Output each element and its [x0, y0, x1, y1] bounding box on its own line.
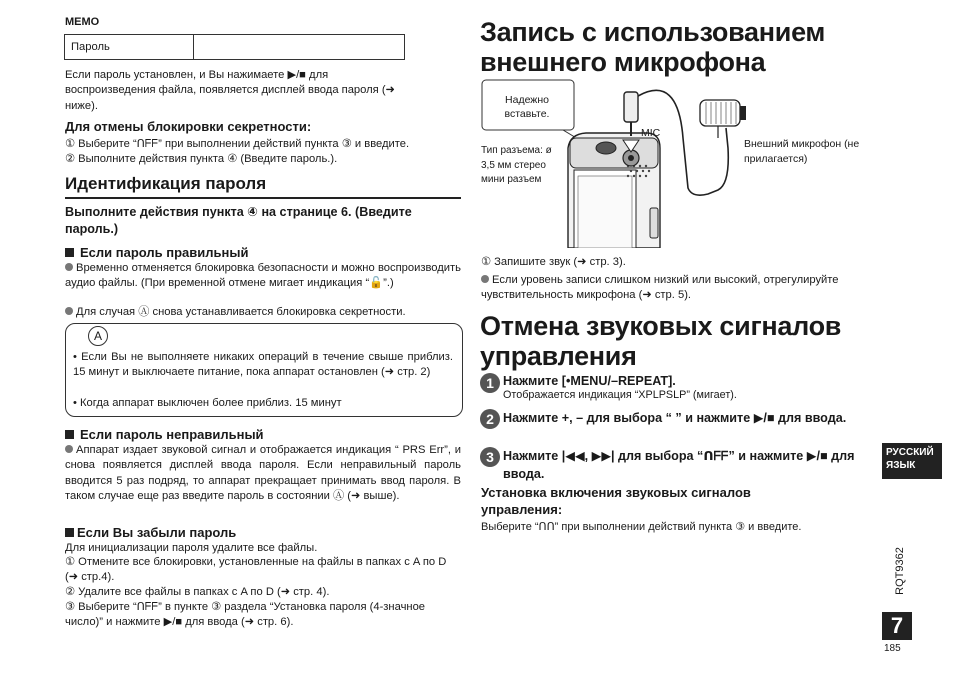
beep-step-1: Нажмите [•MENU/–REPEAT].	[503, 374, 676, 388]
model-number: RQT9362	[894, 547, 906, 595]
title-external-mic: Запись с использованием внешнего микрофона	[480, 17, 826, 77]
title-beep-cancel: Отмена звуковых сигналов управления	[480, 311, 842, 371]
recorder-top	[570, 138, 658, 168]
note-bullet-1: • Если Вы не выполняете никаких операций в течение свыше приблиз. 15 минут и выключаете питание, пока аппарат остановлен (➜ стр. 2)	[73, 351, 453, 379]
mic-clip	[740, 106, 746, 120]
step-2-marker: 2	[480, 409, 500, 429]
beep-step-1-sub: Отображается индикация “XPLPSLP” (мигает).	[503, 389, 737, 401]
ident-heading: Идентификация пароля	[65, 174, 267, 193]
plug-body	[624, 92, 638, 122]
mic-port-label: MIC	[641, 127, 661, 139]
bullet-dot-icon	[65, 445, 73, 453]
jack-type-label: Тип разъема: ø 3,5 мм стерео мини разъем	[481, 145, 552, 185]
callout-text: Надежно вставьте.	[504, 94, 550, 120]
setup-text: Выберите “ᑎᑎ” при выполнении действий пункта ③ и введите.	[481, 521, 802, 533]
memo-row-label: Пароль	[65, 35, 194, 60]
ident-instruction: Выполните действия пункта ④ на странице 6. (Введите пароль.)	[65, 205, 412, 236]
ident-rule	[65, 197, 461, 199]
page-marker: 7	[882, 612, 912, 640]
record-bullet-1: Если уровень записи слишком низкий или высокий, отрегулируйте чувствительность микрофона (➜ стр. 5).	[481, 274, 839, 302]
bullet-dot-icon	[481, 275, 489, 283]
cancel-step-2: ② Выполните действия пункта ④ (Введите пароль.).	[65, 153, 338, 165]
cancel-step-1: ① Выберите “ᑎᖴᖴ” при выполнении действий пункта ③ и введите.	[65, 138, 410, 150]
correct-heading: Если пароль правильный	[65, 245, 248, 260]
language-tab-line-2: ЯЗЫК	[886, 460, 916, 471]
beep-step-2: Нажмите +, – для выбора “ ” и нажмите ▶/■ для ввода.	[503, 411, 847, 425]
bullet-dot-icon	[65, 263, 73, 271]
memo-row-value	[194, 35, 405, 60]
side-switch	[650, 208, 658, 238]
note-bullet-2: • Когда аппарат выключен более приблиз. 15 минут	[73, 397, 342, 409]
forgot-step-1: ① Отмените все блокировки, установленные на файлы в папках с A по D (➜ стр.4).	[65, 556, 447, 584]
page-number: 185	[884, 643, 901, 654]
forgot-step-2: ② Удалите все файлы в папках с A по D (➜ стр. 4).	[65, 586, 330, 598]
beep-step-3: Нажмите |◀◀, ▶▶| для выбора “ᑎᖴᖴ” и нажмите ▶/■ для ввода.	[503, 449, 855, 481]
forgot-step-3: ③ Выберите “ᑎᖴᖴ” в пункте ③ раздела “Установка пароля (4-значное число)” и нажмите ▶/■ для ввода (➜ стр. 6).	[65, 601, 426, 629]
square-bullet-icon	[65, 528, 74, 537]
language-tab	[882, 443, 942, 479]
language-tab-line-1: РУССКИЙ	[886, 447, 934, 458]
wrong-heading: Если пароль неправильный	[65, 427, 264, 442]
forgot-heading: Если Вы забыли пароль	[65, 525, 236, 540]
square-bullet-icon	[65, 430, 74, 439]
recorder-button	[596, 142, 616, 154]
memo-table	[64, 34, 405, 60]
wrong-bullet-1: Аппарат издает звуковой сигнал и отображается индикация “ PRS Err”, и снова появляется дисплей ввода пароля. Если неправильный пароль вводится 5 раз подряд, то аппарат прекращает принимать ввод пароля. В таком случае еще раз введите пароль в состоянии Ⓐ (➜ выше).	[65, 444, 461, 503]
correct-bullet-2: Для случая Ⓐ снова устанавливается блокировка секретности.	[65, 305, 461, 320]
bullet-dot-icon	[65, 307, 73, 315]
forgot-intro: Для инициализации пароля удалите все файлы.	[65, 542, 318, 554]
setup-heading: Установка включения звуковых сигналов управления:	[481, 485, 751, 517]
step-1-marker: 1	[480, 373, 500, 393]
correct-bullet-1: Временно отменяется блокировка безопасности и можно воспроизводить аудио файлы. (При временной отмене мигает индикация “🔓”.)	[65, 262, 461, 290]
external-mic-label: Внешний микрофон (не прилагается)	[744, 138, 860, 165]
memo-label: MEMO	[65, 16, 100, 28]
record-step-1: ① Запишите звук (➜ стр. 3).	[481, 256, 626, 268]
step-3-marker: 3	[480, 447, 500, 467]
square-bullet-icon	[65, 248, 74, 257]
note-label-a: A	[88, 326, 108, 346]
intro-text: Если пароль установлен, и Вы нажимаете ▶/■ для воспроизведения файла, появляется дисплей ввода пароля (➜ ниже).	[65, 69, 395, 112]
cancel-heading: Для отмены блокировки секретности:	[65, 119, 312, 134]
